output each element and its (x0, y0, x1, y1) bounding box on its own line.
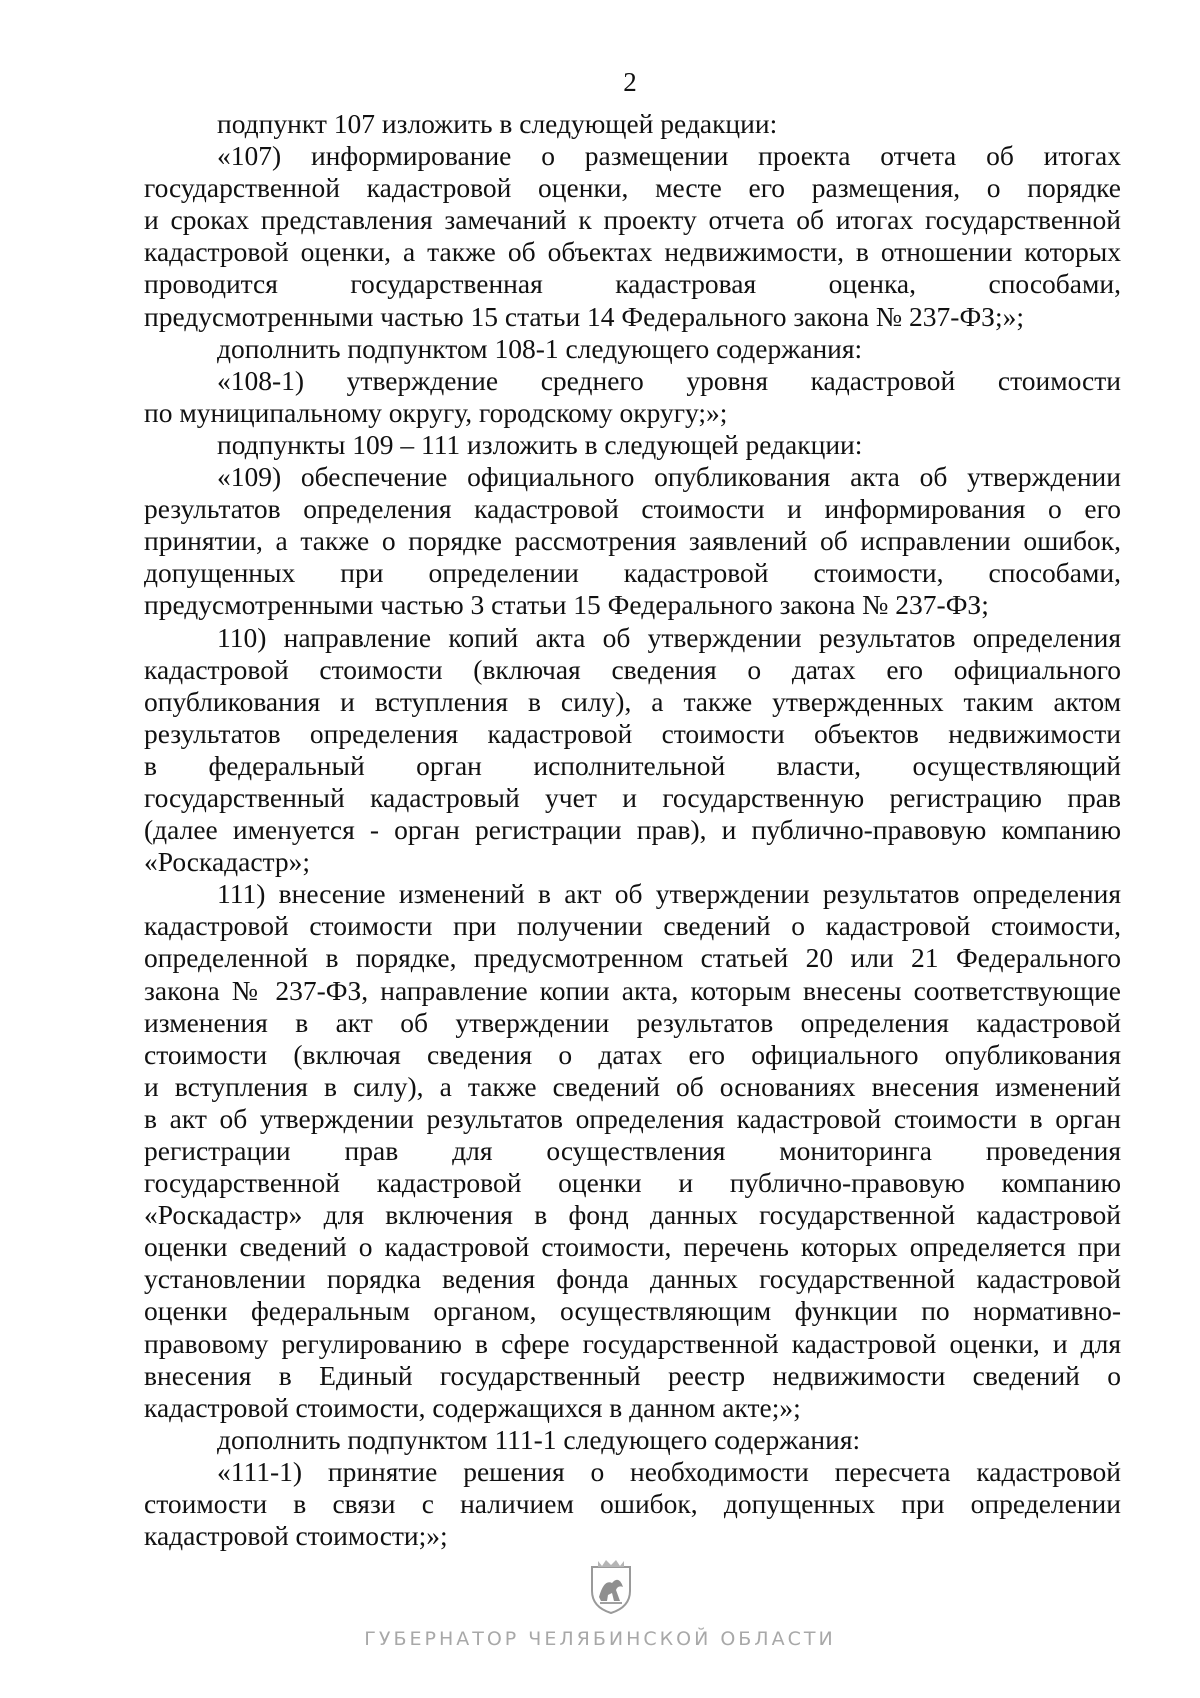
text-line: «111-1) принятие решения о необходимости пересчета кадастровой (217, 1455, 1121, 1487)
text-line: и вступления в силу), а также сведений об основаниях внесения изменений (144, 1070, 1121, 1102)
text-line: дополнить подпунктом 108-1 следующего содержания: (217, 332, 863, 364)
text-line: результатов определения кадастровой стоимости и информирования о его (144, 493, 1121, 525)
text-line: внесения в Единый государственный реестр недвижимости сведений о (144, 1359, 1121, 1391)
text-line: проводится государственная кадастровая оценка, способами, (144, 268, 1121, 300)
text-line: кадастровой стоимости при получении сведений о кадастровой стоимости, (144, 910, 1121, 942)
text-line: стоимости (включая сведения о датах его официального опубликования (144, 1038, 1121, 1070)
text-line: оценки сведений о кадастровой стоимости, перечень которых определяется при (144, 1231, 1121, 1263)
paragraph-intro-108-1 (144, 333, 1121, 365)
governor-stamp: ГУБЕРНАТОР ЧЕЛЯБИНСКОЙ ОБЛАСТИ (364, 1628, 836, 1650)
paragraph-111 (144, 878, 1121, 1424)
text-line: предусмотренными частью 3 статьи 15 Федерального закона № 237-ФЗ; (144, 589, 989, 621)
text-line: государственной кадастровой оценки, месте его размещения, о порядке (144, 172, 1121, 204)
text-line: «Роскадастр»; (144, 846, 311, 878)
text-line: «Роскадастр» для включения в фонд данных государственной кадастровой (144, 1199, 1121, 1231)
text-line: кадастровой стоимости;»; (144, 1520, 448, 1552)
text-line: 111) внесение изменений в акт об утверждении результатов определения (217, 878, 1121, 910)
page-number: 2 (623, 67, 637, 97)
text-line: принятии, а также о порядке рассмотрения заявлений об исправлении ошибок, (144, 525, 1121, 557)
text-line: (далее именуется - орган регистрации прав), и публично-правовую компанию (144, 814, 1121, 846)
text-line: допущенных при определении кадастровой стоимости, способами, (144, 557, 1121, 589)
text-line: кадастровой стоимости, содержащихся в данном акте;»; (144, 1391, 801, 1423)
paragraph-intro-107 (144, 108, 1121, 140)
paragraph-110 (144, 622, 1121, 879)
text-line: «109) обеспечение официального опубликования акта об утверждении (217, 461, 1121, 493)
text-line: и сроках представления замечаний к проекту отчета об итогах государственной (144, 204, 1121, 236)
paragraph-111-1 (144, 1456, 1121, 1552)
text-line: «107) информирование о размещении проекта отчета об итогах (217, 140, 1121, 172)
text-line: в акт об утверждении результатов определения кадастровой стоимости в орган (144, 1102, 1121, 1134)
text-line: результатов определения кадастровой стоимости объектов недвижимости (144, 717, 1121, 749)
text-line: предусмотренными частью 15 статьи 14 Федерального закона № 237-ФЗ;»; (144, 300, 1024, 332)
text-line: стоимости в связи с наличием ошибок, допущенных при определении (144, 1488, 1121, 1520)
text-line: государственный кадастровый учет и государственную регистрацию прав (144, 781, 1121, 813)
paragraph-107 (144, 140, 1121, 333)
text-line: подпункт 107 изложить в следующей редакции: (217, 108, 778, 139)
text-line: определенной в порядке, предусмотренном статьей 20 или 21 Федерального (144, 942, 1121, 974)
text-line: установлении порядка ведения фонда данных государственной кадастровой (144, 1263, 1121, 1295)
text-line: дополнить подпунктом 111-1 следующего содержания: (217, 1423, 861, 1455)
text-line: 110) направление копий акта об утверждении результатов определения (217, 621, 1121, 653)
paragraph-108-1 (144, 365, 1121, 429)
text-line: кадастровой стоимости (включая сведения о датах его официального (144, 653, 1121, 685)
text-line: закона № 237-ФЗ, направление копии акта, которым внесены соответствующие (144, 974, 1121, 1006)
text-line: кадастровой оценки, а также об объектах недвижимости, в отношении которых (144, 236, 1121, 268)
text-line: подпункты 109 – 111 изложить в следующей редакции: (217, 428, 863, 460)
text-line: регистрации прав для осуществления мониторинга проведения (144, 1135, 1121, 1166)
text-line: по муниципальному округу, городскому округу;»; (144, 396, 728, 428)
paragraph-109 (144, 461, 1121, 621)
coat-of-arms-icon (586, 1557, 636, 1615)
text-line: оценки федеральным органом, осуществляющим функции по нормативно- (144, 1295, 1121, 1327)
paragraph-intro-109-111 (144, 429, 1121, 461)
text-line: «108-1) утверждение среднего уровня кадастровой стоимости (217, 364, 1121, 396)
text-line: в федеральный орган исполнительной власти, осуществляющий (144, 749, 1121, 781)
text-line: государственной кадастровой оценки и публично-правовую компанию (144, 1167, 1121, 1199)
paragraph-intro-111-1 (144, 1424, 1121, 1456)
text-line: изменения в акт об утверждении результатов определения кадастровой (144, 1006, 1121, 1038)
text-line: опубликования и вступления в силу), а также утвержденных таким актом (144, 685, 1121, 717)
document-body (144, 108, 1121, 1552)
text-line: правовому регулированию в сфере государственной кадастровой оценки, и для (144, 1327, 1121, 1359)
